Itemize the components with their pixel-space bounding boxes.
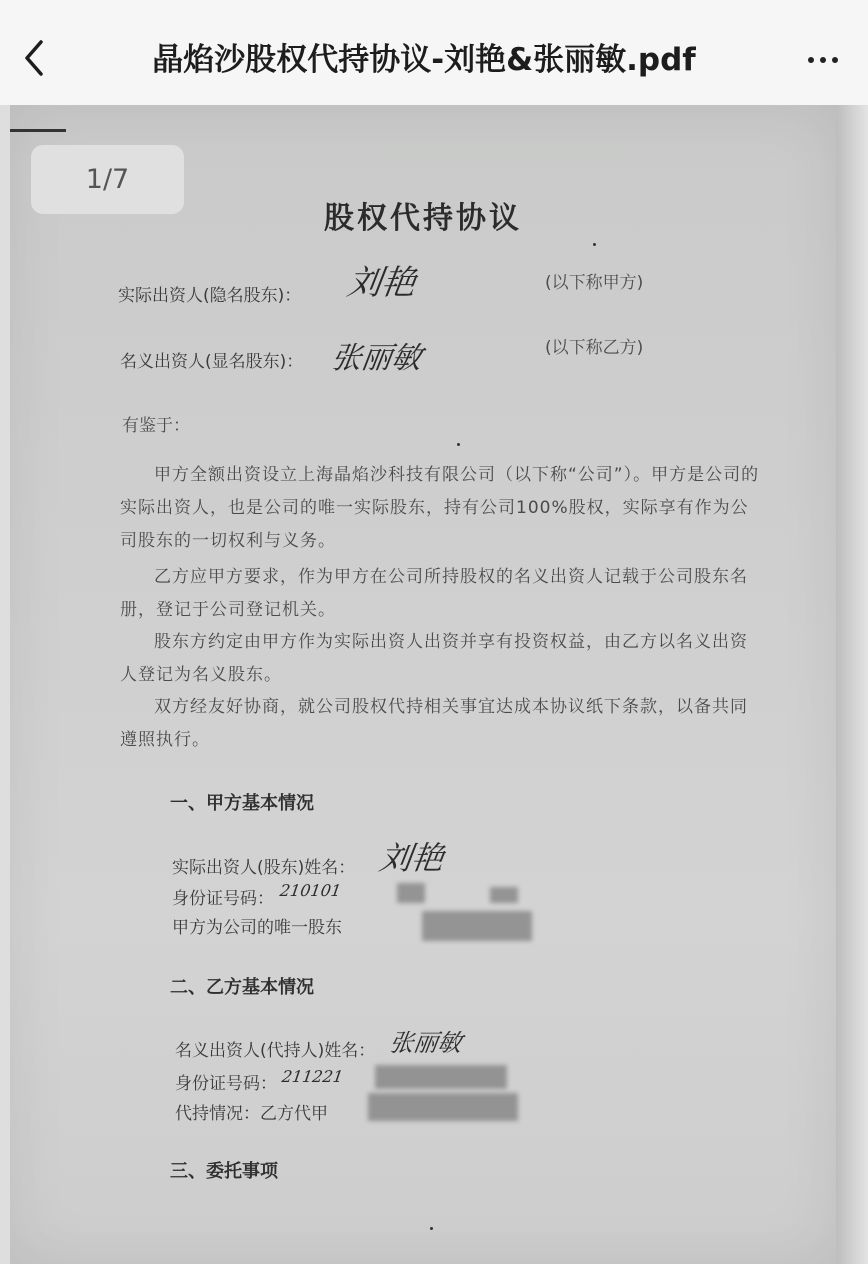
- more-dot: [820, 57, 826, 63]
- section-1-title: 一、甲方基本情况: [170, 793, 314, 814]
- s1-name-label: 实际出资人(股东)姓名：: [172, 858, 356, 878]
- redacted-block: [397, 883, 425, 903]
- back-button[interactable]: [12, 30, 56, 86]
- s1-name-signature: 刘艳: [377, 839, 447, 877]
- redacted-block: [368, 1093, 518, 1121]
- party-b-alias: (以下称乙方): [545, 338, 644, 358]
- scan-dot: [593, 243, 596, 246]
- agreement-title: 股权代持协议: [324, 201, 522, 236]
- party-a-alias: (以下称甲方): [545, 273, 644, 293]
- more-horizontal-icon: [808, 57, 814, 63]
- party-b-label: 名义出资人(显名股东)：: [120, 352, 304, 372]
- party-a-signature: 刘艳: [344, 263, 419, 303]
- redacted-block: [375, 1065, 507, 1089]
- s1-share-label: 甲方为公司的唯一股东: [172, 918, 342, 938]
- page-edge: [836, 105, 868, 1264]
- s1-id-value: 210101: [278, 881, 343, 900]
- page-indicator: 1/7: [31, 145, 184, 214]
- s2-id-label: 身份证号码：: [175, 1074, 277, 1094]
- s2-id-value: 211221: [280, 1067, 345, 1086]
- scan-dot: [457, 443, 460, 446]
- s2-name-signature: 张丽敏: [387, 1029, 464, 1057]
- whereas-heading: 有鉴于：: [122, 416, 190, 436]
- redacted-block: [490, 887, 518, 903]
- whereas-paragraph-1: 甲方全额出资设立上海晶焰沙科技有限公司（以下称“公司”）。甲方是公司的实际出资人，也是公司的唯一实际股东，持有公司100%股权，实际享有作为公司股东的一切权利与义务。: [120, 465, 760, 551]
- whereas-paragraph-2: 乙方应甲方要求，作为甲方在公司所持股权的名义出资人记载于公司股东名册，登记于公司登记机关。: [120, 567, 748, 620]
- redacted-block: [422, 911, 532, 941]
- party-b-signature: 张丽敏: [329, 341, 424, 376]
- document-title: 晶焰沙股权代持协议-刘艳&张丽敏.pdf: [152, 42, 696, 78]
- document-content: [10, 105, 836, 1264]
- section-3-title: 三、委托事项: [170, 1161, 278, 1182]
- chevron-left-icon: [21, 38, 47, 78]
- s1-id-label: 身份证号码：: [172, 889, 274, 909]
- party-a-label: 实际出资人(隐名股东)：: [118, 286, 302, 306]
- more-dot: [832, 57, 838, 63]
- s2-share-label: 代持情况：乙方代甲: [175, 1104, 328, 1124]
- whereas-paragraph-3: 股东方约定由甲方作为实际出资人出资并享有投资权益，由乙方以名义出资人登记为名义股东。: [120, 632, 748, 685]
- app-header: [0, 0, 868, 105]
- scan-dot: [430, 1227, 433, 1230]
- section-2-title: 二、乙方基本情况: [170, 977, 314, 998]
- s2-name-label: 名义出资人(代持人)姓名：: [175, 1041, 376, 1061]
- more-options-button[interactable]: [796, 40, 850, 80]
- whereas-paragraph-4: 双方经友好协商，就公司股权代持相关事宜达成本协议纸下条款，以备共同遵照执行。: [120, 697, 748, 750]
